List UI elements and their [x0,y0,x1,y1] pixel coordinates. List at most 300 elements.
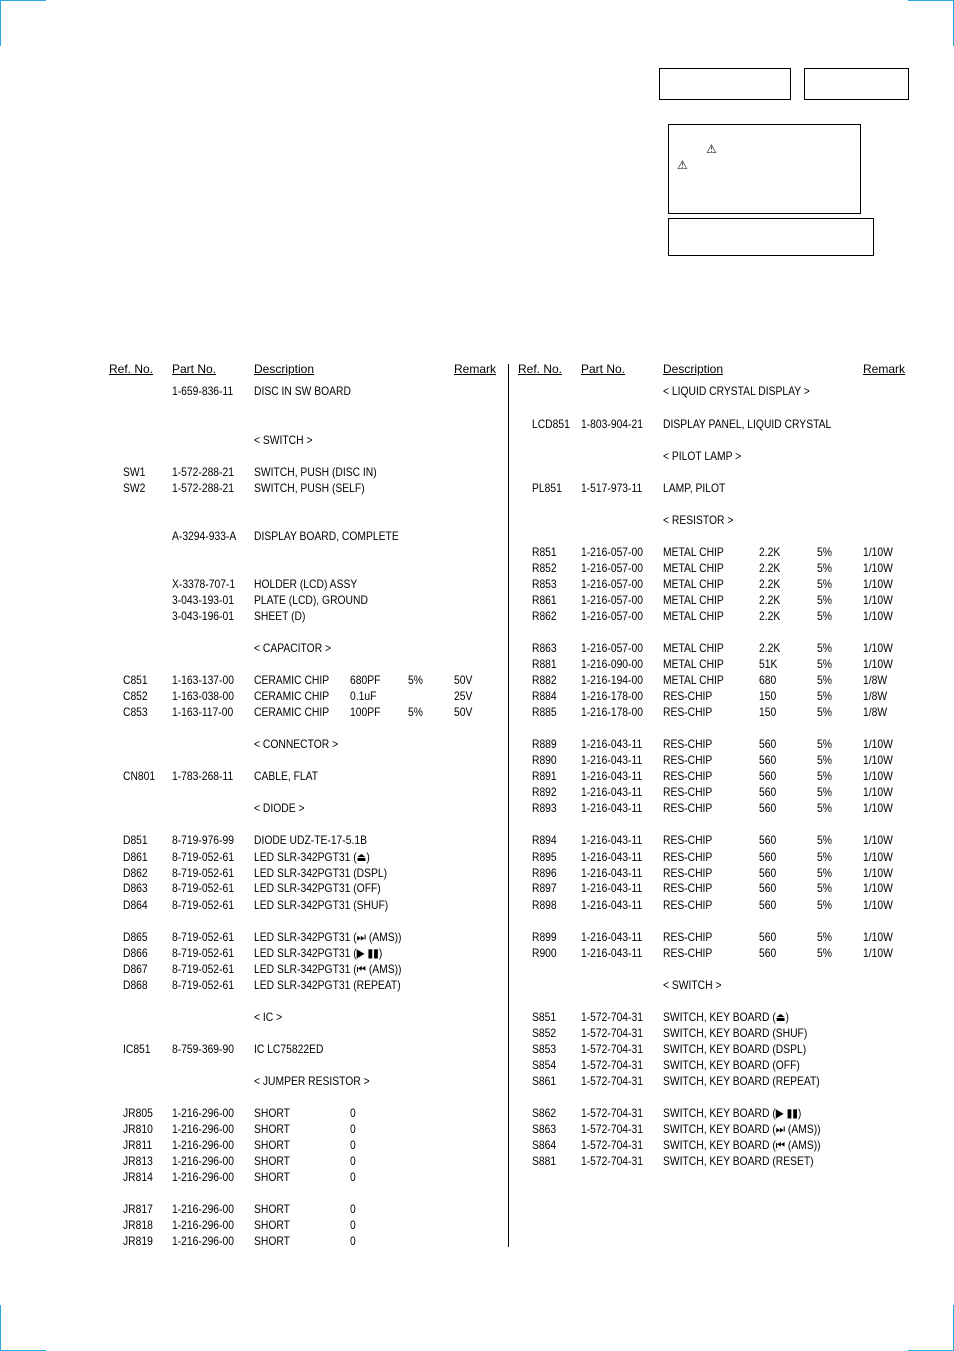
cell-ref: S862 [531,1106,557,1120]
cell-v3: 1/10W [862,753,893,767]
part-row [0,1009,820,1025]
cell-v2: 5% [817,689,832,703]
cell-part: 1-659-836-11 [172,384,234,398]
cell-ref: D863 [122,881,148,895]
cell-ref: SW2 [122,481,146,495]
cell-v2: 5% [817,930,832,944]
cell-v1: 560 [758,769,777,783]
cell-part: 1-216-057-00 [580,609,643,623]
cell-part: 1-803-904-21 [580,417,643,431]
cell-part: 1-216-296-00 [172,1218,234,1232]
cell-desc: SHORT [253,1218,290,1232]
cell-desc: LED SLR-342PGT31 (⏭ (AMS)) [253,930,402,944]
part-row [0,1137,820,1153]
part-row [0,656,893,672]
cell-part: 8-759-369-90 [172,1042,234,1056]
cell-ref: D862 [122,866,148,880]
part-row [0,592,893,608]
cell-desc: LED SLR-342PGT31 (REPEAT) [253,978,401,992]
cell-v1: 0.1uF [349,689,377,703]
cell-part: 1-216-296-00 [172,1122,234,1136]
cell-ref: R890 [531,753,557,767]
part-row [0,784,893,800]
cell-desc: SHORT [253,1138,290,1152]
cell-ref: IC851 [122,1042,151,1056]
cell-ref: R853 [531,577,557,591]
cell-desc: METAL CHIP [662,577,724,591]
cell-ref: JR814 [122,1170,153,1184]
cell-desc: HOLDER (LCD) ASSY [253,577,358,591]
part-row [0,865,893,881]
cell-desc: SWITCH, KEY BOARD (REPEAT) [662,1074,820,1088]
cell-desc: METAL CHIP [662,641,724,655]
cell-part: 1-163-137-00 [172,673,234,687]
cell-desc: < CONNECTOR > [253,737,339,751]
part-row [0,800,893,816]
crop-mark-top-left-v [0,0,1,46]
cell-desc: METAL CHIP [662,609,724,623]
cell-part: 1-216-296-00 [172,1234,234,1248]
cell-v2: 5% [817,641,832,655]
header-desc-right: Description [663,362,724,376]
cell-part: 1-572-704-31 [580,1138,643,1152]
cell-part: 1-572-704-31 [580,1042,643,1056]
cell-desc: RES-CHIP [662,705,713,719]
cell-desc: < LIQUID CRYSTAL DISPLAY > [662,384,810,398]
cell-ref: LCD851 [531,417,570,431]
part-row [0,736,893,752]
cell-v1: 680PF [349,673,381,687]
part-row [0,849,893,865]
cell-ref: D864 [122,898,148,912]
cell-v2: 5% [817,898,832,912]
cell-ref: R896 [531,866,557,880]
cell-desc: < PILOT LAMP > [662,449,742,463]
cell-part: 1-216-296-00 [172,1154,234,1168]
cell-part: 1-216-178-00 [580,689,643,703]
cell-v3: 1/10W [862,545,893,559]
cell-ref: SW1 [122,465,146,479]
cell-part: 1-216-043-11 [580,866,643,880]
cell-desc: < RESISTOR > [662,513,734,527]
cell-part: 3-043-196-01 [172,609,234,623]
cell-desc: SWITCH, KEY BOARD (RESET) [662,1154,814,1168]
cell-desc: SWITCH, KEY BOARD (OFF) [662,1058,800,1072]
cell-v1: 680 [758,673,777,687]
cell-desc: RES-CHIP [662,785,713,799]
cell-ref: R851 [531,545,557,559]
cell-v2: 5% [817,673,832,687]
cell-part: 1-216-043-11 [580,769,643,783]
cell-v2: 5% [817,801,832,815]
cell-ref: JR810 [122,1122,153,1136]
cell-ref: D867 [122,962,148,976]
cell-desc: CERAMIC CHIP [253,705,330,719]
cell-desc: SWITCH, KEY BOARD (⏭ (AMS)) [662,1122,821,1136]
cell-v1: 560 [758,881,777,895]
part-row [0,512,820,528]
cell-v1: 150 [758,689,777,703]
cell-part: 1-572-704-31 [580,1074,643,1088]
cell-part: 1-216-043-11 [580,833,643,847]
cell-ref: R885 [531,705,557,719]
cell-desc: SHORT [253,1154,290,1168]
header-ref-right: Ref. No. [518,362,563,376]
cell-part: 1-216-057-00 [580,641,643,655]
part-row [0,1169,820,1185]
part-row [0,464,820,480]
cell-desc: RES-CHIP [662,737,713,751]
cell-v3: 1/10W [862,801,893,815]
cell-desc: RES-CHIP [662,833,713,847]
cell-v3: 1/10W [862,593,893,607]
cell-ref: S881 [531,1154,557,1168]
cell-desc: SHORT [253,1170,290,1184]
cell-desc: SWITCH, KEY BOARD (⏏) [662,1010,789,1024]
cell-desc: RES-CHIP [662,930,713,944]
part-row [0,832,893,848]
header-ref-left: Ref. No. [109,362,154,376]
cell-v3: 1/10W [862,881,893,895]
cell-ref: R895 [531,850,557,864]
cell-part: 1-163-117-00 [172,705,234,719]
cell-ref: R900 [531,946,557,960]
cell-v3: 1/8W [862,673,888,687]
cell-part: 1-216-296-00 [172,1202,234,1216]
cell-ref: C853 [122,705,148,719]
cell-ref: R898 [531,898,557,912]
cell-part: 1-572-288-21 [172,465,234,479]
cell-v3: 1/10W [862,833,893,847]
cell-part: 8-719-052-61 [172,930,234,944]
cell-ref: R889 [531,737,557,751]
cell-part: 1-572-704-31 [580,1026,643,1040]
part-row [0,704,888,720]
cell-v1: 560 [758,898,777,912]
cell-part: 1-572-704-31 [580,1106,643,1120]
cell-ref: S863 [531,1122,557,1136]
cell-ref: JR811 [122,1138,153,1152]
cell-part: 8-719-052-61 [172,898,234,912]
cell-v1: 2.2K [758,577,781,591]
cell-v2: 5% [817,705,832,719]
note-box [668,218,874,256]
part-row [0,432,820,448]
cell-desc: RES-CHIP [662,753,713,767]
cell-v2: 5% [817,737,832,751]
model-box-1 [659,68,791,100]
part-row [0,880,893,896]
cell-v3: 1/10W [862,737,893,751]
cell-ref: D866 [122,946,148,960]
part-row [0,448,820,464]
cell-ref: S861 [531,1074,557,1088]
cell-v1: 0 [349,1170,356,1184]
cell-part: 3-043-193-01 [172,593,234,607]
cell-part: X-3378-707-1 [172,577,236,591]
cell-part: 1-216-296-00 [172,1106,234,1120]
cell-desc: CERAMIC CHIP [253,689,330,703]
cell-v3: 1/8W [862,689,888,703]
cell-desc: METAL CHIP [662,657,724,671]
cell-ref: S854 [531,1058,557,1072]
cell-ref: JR818 [122,1218,153,1232]
cell-ref: D861 [122,850,148,864]
cell-part: 1-572-704-31 [580,1010,643,1024]
cell-v1: 560 [758,753,777,767]
cell-v3: 1/10W [862,657,893,671]
cell-v3: 1/8W [862,705,888,719]
cell-desc: RES-CHIP [662,689,713,703]
crop-mark-bottom-left-v [0,1305,1,1351]
cell-v1: 100PF [349,705,381,719]
cell-v3: 1/10W [862,769,893,783]
cell-ref: R884 [531,689,557,703]
cell-v1: 0 [349,1106,356,1120]
cell-ref: D868 [122,978,148,992]
cell-ref: R861 [531,593,557,607]
cell-part: 1-572-704-31 [580,1058,643,1072]
cell-ref: CN801 [122,769,156,783]
cell-desc: SHEET (D) [253,609,306,623]
part-row [0,528,820,544]
cell-desc: DIODE UDZ-TE-17-5.1B [253,833,367,847]
header-remark-right: Remark [863,362,906,376]
cell-desc: IC LC75822ED [253,1042,324,1056]
part-row [0,1217,820,1233]
part-row [0,1201,820,1217]
cell-ref: R862 [531,609,557,623]
cell-ref: R897 [531,881,557,895]
cell-v3: 1/10W [862,609,893,623]
cell-desc: SWITCH, KEY BOARD (⏮ (AMS)) [662,1138,821,1152]
cell-v1: 2.2K [758,545,781,559]
cell-desc: LAMP, PILOT [662,481,726,495]
cell-v1: 560 [758,737,777,751]
cell-ref: PL851 [531,481,562,495]
cell-v2: 5% [817,657,832,671]
cell-part: 8-719-052-61 [172,866,234,880]
cell-part: 1-216-178-00 [580,705,643,719]
crop-mark-top-left-h [0,0,46,1]
cell-desc: RES-CHIP [662,946,713,960]
cell-desc: < SWITCH > [253,433,313,447]
cell-ref: R891 [531,769,557,783]
caution-box [668,124,861,214]
cell-v2: 5% [817,881,832,895]
cell-v3: 1/10W [862,930,893,944]
cell-ref: D865 [122,930,148,944]
header-part-right: Part No. [581,362,626,376]
cell-desc: SWITCH, PUSH (DISC IN) [253,465,377,479]
cell-part: 1-572-288-21 [172,481,234,495]
cell-v3: 1/10W [862,866,893,880]
cell-v1: 0 [349,1138,356,1152]
cell-desc: RES-CHIP [662,898,713,912]
part-row [0,383,820,399]
cell-ref: R894 [531,833,557,847]
part-row [0,945,893,961]
cell-part: 1-216-043-11 [580,881,643,895]
part-row [0,897,893,913]
part-row [0,1073,820,1089]
cell-desc: SWITCH, KEY BOARD (SHUF) [662,1026,808,1040]
cell-v1: 0 [349,1122,356,1136]
cell-part: 1-216-043-11 [580,801,643,815]
cell-part: 1-216-043-11 [580,898,643,912]
cell-ref: R863 [531,641,557,655]
cell-part: 1-572-704-31 [580,1122,643,1136]
cell-ref: S852 [531,1026,557,1040]
cell-part: 1-216-043-11 [580,785,643,799]
cell-v2: 5% [817,866,832,880]
cell-desc: SWITCH, KEY BOARD (▶ ▮▮) [662,1106,802,1120]
part-row [0,1121,820,1137]
part-row [0,672,888,688]
cell-part: 8-719-052-61 [172,978,234,992]
cell-v2: 5% [817,609,832,623]
cell-v1: 560 [758,850,777,864]
cell-part: 8-719-976-99 [172,833,234,847]
cell-v1: 560 [758,946,777,960]
cell-desc: METAL CHIP [662,545,724,559]
cell-v1: 0 [349,1218,356,1232]
part-row [0,1057,820,1073]
warning-icon: ⚠ [677,158,688,172]
cell-v2: 5% [817,833,832,847]
part-row [0,1105,820,1121]
cell-desc: PLATE (LCD), GROUND [253,593,368,607]
cell-v2: 5% [817,561,832,575]
cell-desc: SHORT [253,1234,290,1248]
cell-ref: R882 [531,673,557,687]
cell-desc: < JUMPER RESISTOR > [253,1074,370,1088]
cell-ref: S853 [531,1042,557,1056]
cell-ref: R899 [531,930,557,944]
cell-ref: S864 [531,1138,557,1152]
cell-part: A-3294-933-A [172,529,237,543]
cell-ref: R893 [531,801,557,815]
cell-v3: 1/10W [862,785,893,799]
cell-ref: R852 [531,561,557,575]
cell-desc: SHORT [253,1202,290,1216]
cell-desc: SHORT [253,1122,290,1136]
cell-desc: SWITCH, PUSH (SELF) [253,481,365,495]
cell-desc: RES-CHIP [662,850,713,864]
part-row [0,640,893,656]
cell-v2: 5% [407,673,423,687]
cell-v3: 1/10W [862,898,893,912]
cell-ref: JR817 [122,1202,153,1216]
cell-v3: 50V [453,673,473,687]
cell-v1: 2.2K [758,641,781,655]
cell-part: 1-216-057-00 [580,561,643,575]
cell-part: 1-216-043-11 [580,753,643,767]
cell-desc: METAL CHIP [662,673,724,687]
cell-desc: DISPLAY PANEL, LIQUID CRYSTAL [662,417,832,431]
cell-v2: 5% [407,705,423,719]
header-remark-left: Remark [454,362,497,376]
cell-desc: < SWITCH > [662,978,722,992]
cell-part: 1-216-057-00 [580,545,643,559]
cell-part: 1-163-038-00 [172,689,234,703]
cell-part: 1-216-043-11 [580,737,643,751]
cell-desc: RES-CHIP [662,881,713,895]
cell-part: 1-216-296-00 [172,1138,234,1152]
cell-desc: CERAMIC CHIP [253,673,330,687]
part-row [0,576,893,592]
cell-v2: 5% [817,753,832,767]
cell-v3: 1/10W [862,641,893,655]
cell-v1: 560 [758,801,777,815]
cell-desc: RES-CHIP [662,769,713,783]
cell-desc: LED SLR-342PGT31 (SHUF) [253,898,389,912]
cell-v2: 5% [817,850,832,864]
part-row [0,1153,820,1169]
cell-part: 8-719-052-61 [172,962,234,976]
cell-v2: 5% [817,577,832,591]
cell-desc: SHORT [253,1106,290,1120]
cell-desc: RES-CHIP [662,801,713,815]
cell-v3: 50V [453,705,473,719]
cell-ref: D851 [122,833,148,847]
header-part-left: Part No. [172,362,217,376]
part-row [0,416,832,432]
part-row [0,1041,820,1057]
cell-part: 1-517-973-11 [580,481,643,495]
cell-v1: 560 [758,833,777,847]
cell-part: 8-719-052-61 [172,850,234,864]
cell-v2: 5% [817,593,832,607]
cell-desc: DISPLAY BOARD, COMPLETE [253,529,399,543]
crop-mark-top-right-h [908,0,954,1]
part-row [0,1233,820,1249]
model-box-2 [804,68,909,100]
cell-desc: CABLE, FLAT [253,769,319,783]
cell-ref: JR819 [122,1234,153,1248]
cell-v3: 25V [453,689,473,703]
cell-v1: 0 [349,1202,356,1216]
cell-v2: 5% [817,785,832,799]
cell-v2: 5% [817,946,832,960]
part-row [0,688,888,704]
cell-ref: C851 [122,673,148,687]
cell-part: 1-216-090-00 [580,657,643,671]
cell-v1: 560 [758,930,777,944]
cell-v3: 1/10W [862,850,893,864]
cell-v1: 560 [758,785,777,799]
cell-v1: 2.2K [758,609,781,623]
cell-part: 1-216-043-11 [580,930,643,944]
cell-v1: 0 [349,1154,356,1168]
cell-desc: METAL CHIP [662,593,724,607]
cell-desc: < CAPACITOR > [253,641,332,655]
cell-desc: < IC > [253,1010,283,1024]
cell-ref: JR805 [122,1106,153,1120]
part-row [0,544,893,560]
cell-desc: LED SLR-342PGT31 (⏏) [253,850,370,864]
part-row [0,1025,820,1041]
cell-desc: SWITCH, KEY BOARD (DSPL) [662,1042,807,1056]
part-row [0,977,820,993]
part-row [0,768,893,784]
part-row [0,752,893,768]
cell-ref: C852 [122,689,148,703]
cell-v2: 5% [817,769,832,783]
cell-v1: 2.2K [758,561,781,575]
cell-part: 1-216-057-00 [580,577,643,591]
cell-desc: RES-CHIP [662,866,713,880]
